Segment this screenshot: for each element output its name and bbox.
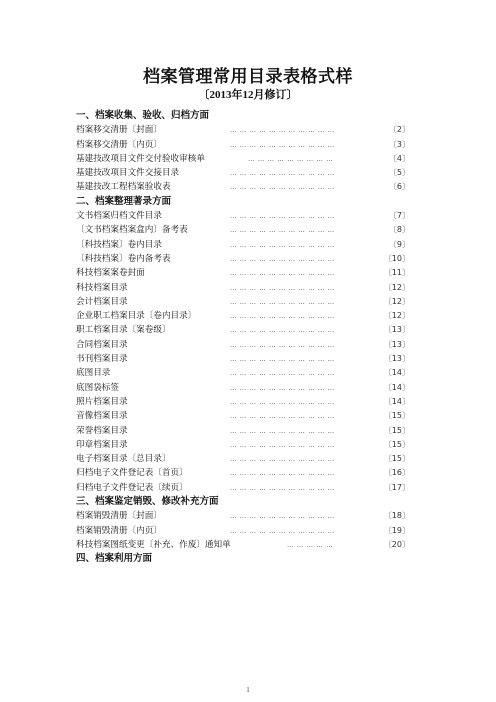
toc-entry-label: 档案销毁清册〔内页〕: [76, 525, 162, 536]
toc-entry-label: 基建技改工程档案验收表: [76, 182, 171, 193]
dot-leader: … … … … … … … … … … …: [230, 412, 335, 421]
document-title: 档案管理常用目录表格式样: [143, 67, 353, 87]
section-heading: 二、档案整理著录方面: [76, 195, 172, 207]
toc-entry: [76, 166, 410, 180]
toc-entry-label: 电子档案目录〔总目录〕: [76, 454, 171, 465]
toc-entry-page: 〔8〕: [388, 225, 410, 235]
toc-entry-page: 〔13〕: [383, 354, 410, 364]
dot-leader: … … … … … … … … … … …: [230, 283, 335, 292]
toc-entry: [76, 381, 410, 395]
toc-entry-label: 底图目录: [76, 368, 111, 379]
toc-entry-page: 〔12〕: [383, 282, 410, 292]
toc-entry-page: 〔6〕: [388, 182, 410, 192]
toc-entry-label: 科技档案目录: [76, 282, 128, 293]
toc-entry-label: 会计档案目录: [76, 296, 128, 307]
toc-entry-label: 职工档案目录〔案卷级〕: [76, 325, 171, 336]
toc-entry-label: 档案移交清册〔封面〕: [76, 125, 162, 136]
toc-entry-page: 〔19〕: [383, 525, 410, 535]
dot-leader: … … … … … … … … … … …: [230, 469, 335, 478]
section-heading: 一、档案收集、验收、归档方面: [76, 110, 210, 121]
dot-leader: … … … … … … … … …: [248, 154, 334, 163]
toc-entry-page: 〔2〕: [388, 125, 410, 135]
toc-entry-page: 〔12〕: [383, 296, 410, 306]
toc-entry: [76, 180, 410, 194]
toc-entry-label: 印章档案目录: [76, 439, 128, 450]
toc-entry-page: 〔15〕: [383, 425, 410, 435]
toc-entry-label: 音像档案目录: [76, 411, 128, 422]
section-heading: 三、档案鉴定销毁、修改补充方面: [76, 496, 219, 508]
dot-leader: … … … … … … … … … … …: [230, 140, 335, 149]
toc-entry: [76, 252, 410, 266]
toc-entry-label: 荣誉档案目录: [76, 425, 128, 436]
toc-entry: [76, 309, 410, 323]
toc-entry: [76, 323, 410, 337]
toc-entry-page: 〔13〕: [383, 325, 410, 335]
toc-entry-page: 〔15〕: [383, 454, 410, 464]
toc-entry: [76, 538, 410, 552]
toc-entry-page: 〔18〕: [383, 511, 410, 521]
dot-leader: … … … … … … … … … … …: [230, 126, 335, 135]
toc-entry-page: 〔14〕: [383, 368, 410, 378]
toc-entry-label: 基建技改项目文件交接目录: [76, 168, 180, 179]
toc-entry-page: 〔13〕: [383, 339, 410, 349]
toc-entry-label: 归档电子文件登记表〔续页〕: [76, 482, 188, 493]
toc-entry-label: 档案销毁清册〔封面〕: [76, 511, 162, 522]
dot-leader: … … … … … … … … … … …: [230, 355, 335, 364]
dot-leader: … … … … … … … … … … …: [230, 326, 335, 335]
toc-entry: [76, 281, 410, 295]
dot-leader: … … … … … … … … … … …: [230, 226, 335, 235]
dot-leader: … … … … … … … … … … …: [230, 212, 335, 221]
dot-leader: … … … … …: [287, 540, 334, 549]
toc-entry-label: 合同档案目录: [76, 339, 128, 350]
page-number: 1: [246, 686, 250, 694]
toc-entry-label: 〔科技档案〕卷内备考表: [76, 253, 171, 264]
toc-entry: [76, 395, 410, 409]
toc-entry-page: 〔15〕: [383, 439, 410, 449]
toc-entry: [76, 295, 410, 309]
toc-entry-page: 〔4〕: [388, 153, 410, 163]
toc-entry: [76, 466, 410, 480]
toc-entry-label: 书刊档案目录: [76, 354, 128, 365]
dot-leader: … … … … … … … … … … …: [230, 526, 335, 535]
dot-leader: … … … … … … … … … … …: [230, 512, 335, 521]
toc-entry: [76, 509, 410, 523]
toc-entry-page: 〔5〕: [388, 168, 410, 178]
toc-entry: [76, 123, 410, 137]
toc-entry: [76, 152, 410, 166]
toc-entry-page: 〔3〕: [388, 139, 410, 149]
toc-entry-label: 基建技改项目文件交付验收审核单: [76, 153, 205, 164]
dot-leader: … … … … … … … … … … …: [230, 340, 335, 349]
section-heading: 四、档案利用方面: [76, 553, 153, 565]
toc-entry: [76, 438, 410, 452]
toc-entry-label: 科技档案案卷封面: [76, 268, 145, 279]
toc-entry: [76, 366, 410, 380]
toc-entry-page: 〔9〕: [388, 239, 410, 249]
toc-entry-label: 归档电子文件登记表〔首页〕: [76, 468, 188, 479]
dot-leader: … … … … … … … … … … …: [230, 269, 335, 278]
dot-leader: … … … … … … … … … … …: [230, 169, 335, 178]
dot-leader: … … … … … … … … … … …: [230, 455, 335, 464]
toc-entry-label: 照片档案目录: [76, 396, 128, 407]
toc-entry: [76, 266, 410, 280]
toc-entry-page: 〔10〕: [383, 253, 410, 263]
toc-entry: [76, 524, 410, 538]
dot-leader: … … … … … … … … … … …: [230, 483, 335, 492]
toc-entry-label: 文书档案归档文件目录: [76, 211, 162, 222]
dot-leader: … … … … … … … … … … …: [230, 369, 335, 378]
toc-entry-page: 〔16〕: [383, 468, 410, 478]
dot-leader: … … … … … … … … … … …: [230, 240, 335, 249]
toc-entry: [76, 452, 410, 466]
toc-entry-page: 〔12〕: [383, 311, 410, 321]
toc-entry-page: 〔14〕: [383, 396, 410, 406]
table-of-contents: [76, 109, 410, 567]
toc-entry: [76, 209, 410, 223]
toc-entry: [76, 338, 410, 352]
toc-entry-label: 科技档案图纸变更〔补充、作废〕通知单: [76, 539, 231, 550]
toc-entry: [76, 223, 410, 237]
dot-leader: … … … … … … … … … … …: [230, 183, 335, 192]
toc-entry-page: 〔7〕: [388, 211, 410, 221]
dot-leader: … … … … … … … … … … …: [230, 254, 335, 263]
toc-entry-label: 〔科技档案〕卷内目录: [76, 239, 162, 250]
toc-entry: [76, 409, 410, 423]
toc-entry-page: 〔20〕: [383, 539, 410, 549]
toc-entry-page: 〔15〕: [383, 411, 410, 421]
toc-entry-page: 〔11〕: [383, 268, 410, 278]
toc-entry-label: 企业职工档案目录〔卷内目录〕: [76, 311, 197, 322]
toc-entry: [76, 238, 410, 252]
dot-leader: … … … … … … … … … … …: [230, 297, 335, 306]
toc-entry-page: 〔17〕: [383, 482, 410, 492]
toc-entry-page: 〔14〕: [383, 382, 410, 392]
dot-leader: … … … … … … … … … … …: [230, 426, 335, 435]
toc-entry-label: 档案移交清册〔内页〕: [76, 139, 162, 150]
dot-leader: … … … … … … … … … … …: [230, 440, 335, 449]
document-subtitle: 〔2013年12月修订〕: [198, 89, 298, 101]
dot-leader: … … … … … … … … … … …: [230, 383, 335, 392]
toc-entry: [76, 481, 410, 495]
toc-entry-label: 底图袋标签: [76, 382, 119, 393]
dot-leader: … … … … … … … … … … …: [230, 312, 335, 321]
toc-entry-label: 〔文书档案档案盒内〕备考表: [76, 225, 188, 236]
toc-entry: [76, 352, 410, 366]
toc-entry: [76, 424, 410, 438]
dot-leader: … … … … … … … … … … …: [230, 397, 335, 406]
toc-entry: [76, 138, 410, 152]
